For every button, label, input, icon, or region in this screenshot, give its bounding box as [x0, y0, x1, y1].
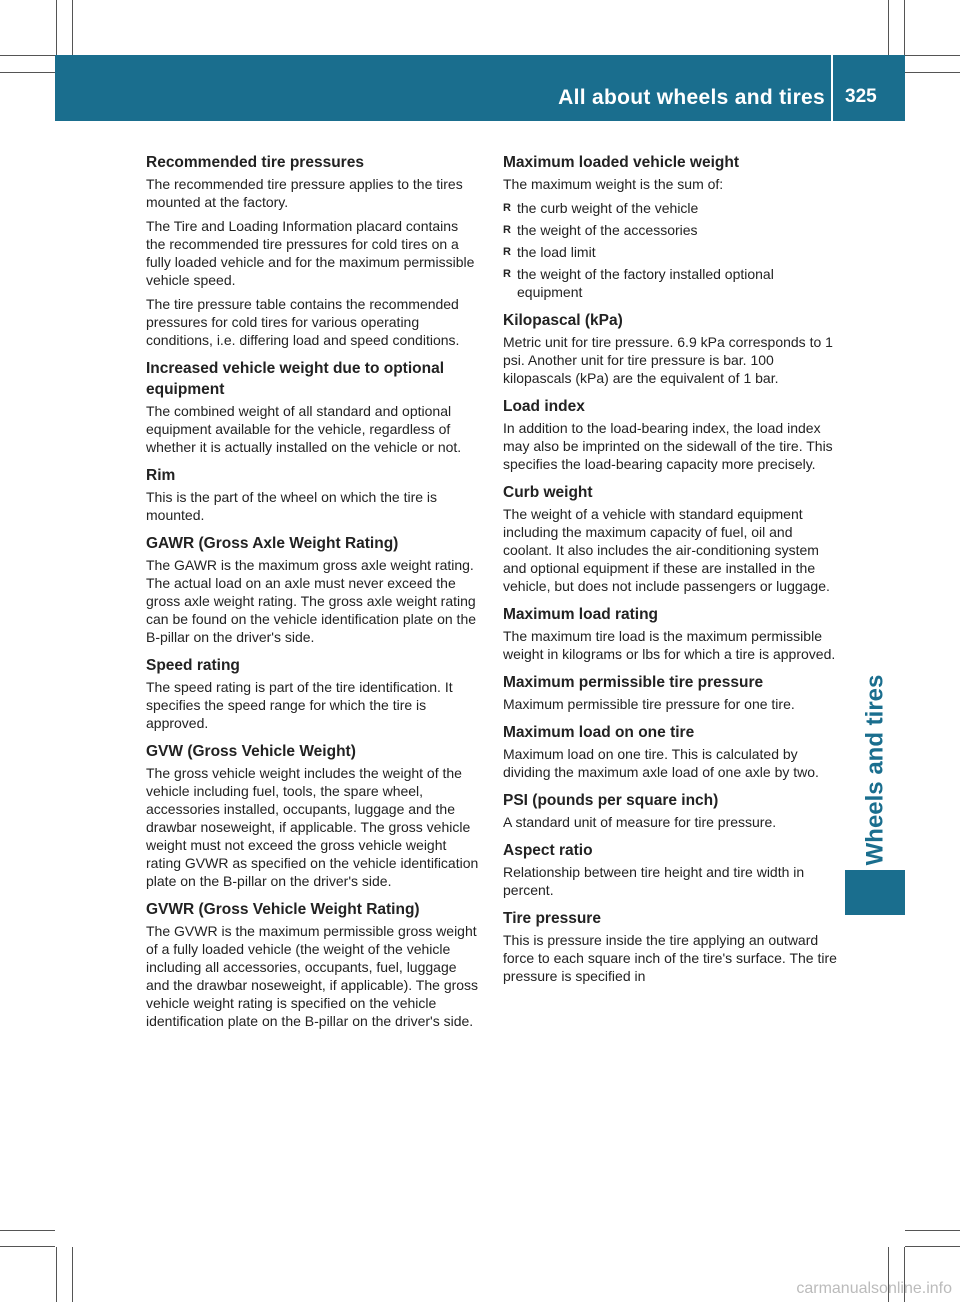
side-tab-label [845, 660, 905, 880]
body-paragraph: The maximum weight is the sum of: [503, 176, 724, 192]
crop-mark [888, 0, 889, 55]
crop-mark [905, 1230, 960, 1231]
header-divider [831, 55, 833, 121]
section-heading: Speed rating [146, 657, 240, 674]
crop-mark [56, 0, 57, 55]
body-paragraph: The GVWR is the maximum permissible gross weight of a fully loaded vehicle (the weight of the vehicle including all accessories, occupants, fuel, luggage and the drawbar noseweight, if applicable). The gross vehicle weight rating is specified on the vehicle identification plate on the B-pillar on the driver's side. [146, 923, 479, 1029]
body-paragraph: In addition to the load-bearing index, the load index may also be imprinted on the sidewall of the tire. This specifies the load-bearing capacity more precisely. [503, 420, 833, 472]
section [503, 310, 838, 387]
body-paragraph: Maximum load on one tire. This is calculated by dividing the maximum axle load of one axle by two. [503, 746, 819, 780]
body-paragraph: The weight of a vehicle with standard equipment including the maximum capacity of fuel, oil and coolant. It also includes the air-conditioning system and optional equipment if these are installed in the vehicle, but does not include passengers or luggage. [503, 506, 830, 594]
section-heading: Load index [503, 398, 585, 415]
section-heading: Recommended tire pressures [146, 154, 364, 171]
crop-mark [72, 0, 73, 55]
body-paragraph: This is the part of the wheel on which the tire is mounted. [146, 489, 438, 523]
section-heading: GVWR (Gross Vehicle Weight Rating) [146, 901, 420, 918]
section-heading: PSI (pounds per square inch) [503, 792, 719, 809]
section-heading: Increased vehicle weight due to optional equipment [146, 360, 445, 398]
section-heading: Maximum load on one tire [503, 724, 695, 741]
section [146, 358, 481, 456]
section [146, 899, 481, 1030]
body-paragraph: Relationship between tire height and tire width in percent. [503, 864, 805, 898]
section-heading: Aspect ratio [503, 842, 593, 859]
bullet-list [503, 199, 838, 301]
section [503, 152, 838, 301]
side-tab-text: Wheels and tires [861, 674, 889, 866]
crop-mark [72, 1247, 73, 1302]
body-paragraph: The speed rating is part of the tire identification. It specifies the speed range for which the tire is approved. [146, 679, 453, 731]
section-heading: Maximum loaded vehicle weight [503, 154, 740, 171]
crop-mark [0, 55, 55, 56]
section-heading: Kilopascal (kPa) [503, 312, 623, 329]
page-title: All about wheels and tires [558, 86, 825, 109]
crop-mark [905, 72, 960, 73]
section-heading: Maximum load rating [503, 606, 659, 623]
body-paragraph: A standard unit of measure for tire pressure. [503, 814, 777, 830]
section-heading: Maximum permissible tire pressure [503, 674, 764, 691]
bullet-item: R the weight of the factory installed optional equipment [503, 265, 838, 301]
body-paragraph: The GAWR is the maximum gross axle weight rating. The actual load on an axle must never exceed the gross axle weight rating. The gross axle weight rating can be found on the vehicle identification plate on the B-pillar on the driver's side. [146, 557, 477, 645]
body-paragraph: The combined weight of all standard and optional equipment available for the vehicle, regardless of whether it is actually installed on the vehicle or not. [146, 403, 462, 455]
section [146, 152, 481, 349]
bullet-item: R the curb weight of the vehicle [503, 199, 838, 217]
crop-mark [0, 72, 55, 73]
section [503, 604, 838, 663]
body-paragraph: The recommended tire pressure applies to the tires mounted at the factory. [146, 176, 463, 210]
bullet-item: R the load limit [503, 243, 838, 261]
crop-mark [0, 1246, 55, 1247]
left-column [146, 152, 481, 1036]
bullet-item: R the weight of the accessories [503, 221, 838, 239]
body-paragraph: Maximum permissible tire pressure for one tire. [503, 696, 795, 712]
section-heading: Rim [146, 467, 176, 484]
section [503, 840, 838, 899]
section [503, 908, 838, 985]
section [503, 722, 838, 781]
body-paragraph: The tire pressure table contains the recommended pressures for cold tires for various operating conditions, i.e. differing load and speed conditions. [146, 296, 460, 348]
section [503, 482, 838, 595]
page-number: 325 [845, 86, 877, 107]
crop-mark [905, 55, 960, 56]
section [503, 790, 838, 831]
section-heading: GVW (Gross Vehicle Weight) [146, 743, 356, 760]
section [503, 396, 838, 473]
section-heading: Tire pressure [503, 910, 601, 927]
section [146, 533, 481, 646]
right-column [503, 152, 838, 991]
section-heading: Curb weight [503, 484, 593, 501]
section [146, 741, 481, 890]
body-paragraph: The maximum tire load is the maximum permissible weight in kilograms or lbs for which a tire is approved. [503, 628, 836, 662]
body-paragraph: The Tire and Loading Information placard contains the recommended tire pressures for cold tires on a fully loaded vehicle and for the maximum permissible vehicle speed. [146, 218, 475, 288]
side-tab-marker [845, 870, 905, 915]
section [503, 672, 838, 713]
crop-mark [904, 0, 905, 55]
section [146, 655, 481, 732]
crop-mark [905, 1246, 960, 1247]
crop-mark [56, 1247, 57, 1302]
crop-mark [0, 1230, 55, 1231]
watermark: carmanualsonline.info [796, 1280, 952, 1297]
body-paragraph: The gross vehicle weight includes the weight of the vehicle including fuel, tools, the spare wheel, accessories installed, occupants, luggage and the drawbar noseweight, if applicable. The gross vehicle weight must not exceed the gross vehicle weight rating GVWR as specified on the vehicle identification plate on the B-pillar on the driver's side. [146, 765, 479, 889]
section-heading: GAWR (Gross Axle Weight Rating) [146, 535, 399, 552]
body-paragraph: Metric unit for tire pressure. 6.9 kPa corresponds to 1 psi. Another unit for tire pressure is bar. 100 kilopascals (kPa) are the equivalent of 1 bar. [503, 334, 833, 386]
body-paragraph: This is pressure inside the tire applying an outward force to each square inch of the tire's surface. The tire pressure is specified in [503, 932, 837, 984]
section [146, 465, 481, 524]
